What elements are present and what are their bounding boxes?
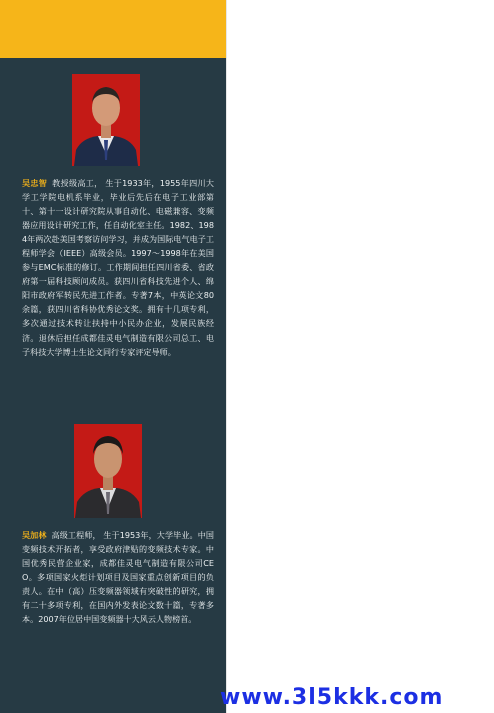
portrait-figure-2 [74, 424, 142, 518]
author-photo-2 [74, 424, 142, 518]
author-bio-text-2: 高级工程师， 生于1953年，大学毕业。中国变频技术开拓者，享受政府津贴的变频技术专家。中国优秀民营企业家，成都佳灵电气制造有限公司CEO。多项国家火炬计划项目及国家重点创新项目的负责人。在中（高）压变频器领域有突破性的研究，拥有二十多项专利，在国内外发表论文数十篇，专著多本。2007年位居中国变频器十大风云人物榜首。 [22, 530, 214, 625]
author-bio-1 [22, 176, 214, 359]
author-bio-2 [22, 528, 214, 626]
watermark-url: www.3l5kkk.com [220, 685, 444, 710]
scan-edge-line [226, 0, 227, 713]
author-name-2: 吴加林 [22, 530, 47, 540]
author-name-1: 吴忠智 [22, 178, 48, 188]
portrait-figure-1 [72, 74, 140, 166]
flap-top-band [0, 0, 226, 58]
author-photo-1 [72, 74, 140, 166]
author-bio-text-1: 教授级高工， 生于1933年，1955年四川大学工学院电机系毕业，毕业后先后在电子工业部第十、第十一设计研究院从事自动化、电磁兼容、变频器应用设计研究工作，任自动化室主任。1982、1984年两次赴美国考察访问学习，并成为国际电气电子工程师学会（IEEE）高级会员。1997～1998年在美国参与EMC标准的修订。工作期间担任四川省委、省政府第一届科技顾问成员。获四川省科技先进个人、绵阳市政府军转民先进工作者。专著7本，中英论文80余篇，获四川省科协优秀论文奖。拥有十几项专利，多次通过技术转让扶持中小民办企业，发展民族经济。退休后担任成都佳灵电气制造有限公司总工、电子科技大学博士生论文同行专家评定导师。 [22, 178, 214, 357]
back-flap-panel [0, 0, 226, 713]
